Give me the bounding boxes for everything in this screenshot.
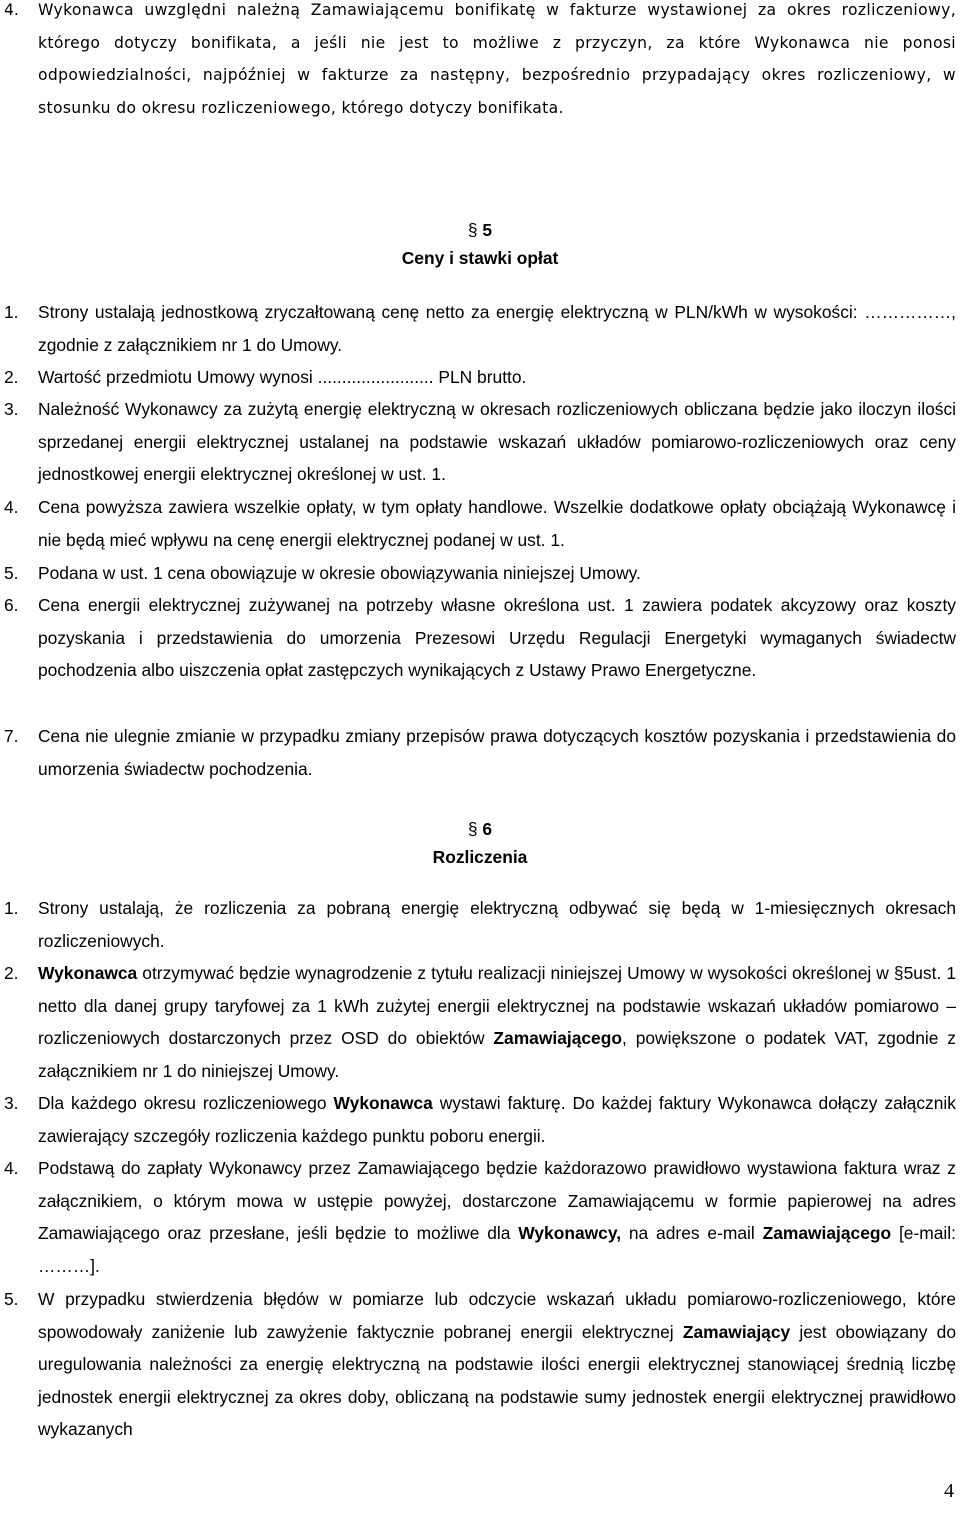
section-6-number	[0, 814, 960, 844]
item-number: 2.	[4, 367, 19, 387]
bold-party: Zamawiający	[682, 1321, 791, 1342]
bold-party: Zamawiającego	[493, 1028, 622, 1049]
item-text: Cena powyższa zawiera wszelkie opłaty, w tym opłaty handlowe. Wszelkie dodatkowe opłaty obciążają Wykonawcę i nie będą mieć wpływu na cenę energii elektrycznej podanej w ust. 1.	[38, 497, 956, 550]
page-number: 4	[944, 1480, 954, 1502]
section-number: 5	[482, 220, 493, 240]
item-text: Strony ustalają, że rozliczenia za pobraną energię elektryczną odbywać się będą w 1-miesięcznych okresach rozliczeniowych.	[38, 898, 956, 951]
item-number: 1.	[4, 302, 19, 322]
item-text: Wartość przedmiotu Umowy wynosi ........................ PLN brutto.	[38, 367, 527, 387]
item-number: 5.	[4, 1289, 19, 1309]
section-symbol: §	[467, 220, 478, 240]
item-number: 1.	[4, 898, 19, 918]
item-text: Należność Wykonawcy za zużytą energię elektryczną w okresach rozliczeniowych obliczana będzie jako iloczyn ilości sprzedanej energii elektrycznej ustalanej na podstawie wskazań układów pomiarowo-rozliczeniowych oraz ceny jednostkowej energii elektrycznej określonej w ust. 1.	[38, 399, 956, 485]
paragraph-number: 4.	[4, 1, 19, 19]
item-text: Strony ustalają jednostkową zryczałtowaną cenę netto za energię elektryczną w PLN/kWh w wysokości: ……………, zgodnie z załącznikiem nr 1 do Umowy.	[38, 302, 956, 355]
item-number: 5.	[4, 563, 19, 583]
item-text: Cena energii elektrycznej zużywanej na potrzeby własne określona ust. 1 zawiera podatek akcyzowy oraz koszty pozyskania i przedstawienia do umorzenia Prezesowi Urzędu Regulacji Energetyki wymaganych świadectw pochodzenia albo uiszczenia opłat zastępczych wynikających z Ustawy Prawo Energetyczne.	[38, 595, 956, 681]
bold-party: Wykonawcy,	[518, 1223, 622, 1244]
text-run: wystawi fakturę. Do każdej faktury Wykonawca dołączy załącznik zawierający szczegóły rozliczenia każdego punktu poboru energii.	[38, 1093, 956, 1146]
section-symbol: §	[467, 819, 478, 839]
bold-party: Wykonawca	[333, 1093, 433, 1113]
item-text: Podana w ust. 1 cena obowiązuje w okresie obowiązywania niniejszej Umowy.	[38, 563, 641, 583]
item-text	[38, 1283, 956, 1446]
item-text	[38, 1152, 956, 1282]
text-run: , powiększone o podatek VAT, zgodnie z załącznikiem nr 1 do niniejszej Umowy.	[38, 1028, 956, 1081]
item-number: 4.	[4, 1158, 19, 1178]
text-run: Podstawą do zapłaty Wykonawcy przez Zamawiającego będzie każdorazowo prawidłowo wystawiona faktura wraz z załącznikiem, o którym mowa w ustępie powyżej, dostarczone Zamawiającemu w formie papierowej na adres Zamawiającego oraz przesłane, jeśli będzie to możliwe dla	[38, 1158, 956, 1244]
item-text	[38, 957, 956, 1087]
paragraph-bonifikata: Wykonawca uwzględni należną Zamawiającemu bonifikatę w fakturze wystawionej za okres rozliczeniowy, którego dotyczy bonifikata, a jeśli nie jest to możliwe z przyczyn, za które Wykonawca nie ponosi odpowiedzialności, najpóźniej w fakturze za następny, bezpośrednio przypadający okres rozliczeniowy, w stosunku do okresu rozliczeniowego, którego dotyczy bonifikata.	[38, 1, 956, 117]
text-run: [e-mail: ………].	[38, 1223, 956, 1276]
item-text	[38, 1087, 956, 1152]
item-number: 4.	[4, 497, 19, 517]
text-run: otrzymywać będzie wynagrodzenie z tytułu realizacji niniejszej Umowy w wysokości określonej w §5ust. 1 netto dla danej grupy taryfowej za 1 kWh zużytej energii elektrycznej na podstawie wskazań układów pomiarowo – rozliczeniowych dostarczonych przez OSD do obiektów	[38, 963, 956, 1049]
section-5-number	[0, 215, 960, 245]
section-5-title: Ceny i stawki opłat	[401, 248, 559, 268]
bold-party: Wykonawca	[38, 963, 138, 983]
bold-party: Zamawiającego	[762, 1223, 892, 1244]
item-text: Cena nie ulegnie zmianie w przypadku zmiany przepisów prawa dotyczących kosztów pozyskania i przedstawienia do umorzenia świadectw pochodzenia.	[38, 726, 956, 779]
text-run: W przypadku stwierdzenia błędów w pomiarze lub odczycie wskazań układu pomiarowo-rozliczeniowego, które spowodowały zaniżenie lub zawyżenie faktycznie pobranej energii elektrycznej	[38, 1289, 956, 1342]
item-number: 3.	[4, 1093, 19, 1113]
text-run: Dla każdego okresu rozliczeniowego	[38, 1093, 334, 1113]
section-6-title: Rozliczenia	[432, 847, 528, 867]
section-number: 6	[482, 819, 493, 839]
item-number: 2.	[4, 963, 19, 983]
item-number: 7.	[4, 726, 19, 746]
item-number: 6.	[4, 595, 19, 615]
text-run: na adres e-mail	[621, 1223, 763, 1244]
text-run: jest obowiązany do uregulowania należności za energię elektryczną na podstawie ilości energii elektrycznej stanowiącej średnią liczbę jednostek energii elektrycznej za okres doby, obliczaną na podstawie sumy jednostek energii elektrycznej prawidłowo wykazanych	[38, 1321, 956, 1440]
item-number: 3.	[4, 399, 19, 419]
